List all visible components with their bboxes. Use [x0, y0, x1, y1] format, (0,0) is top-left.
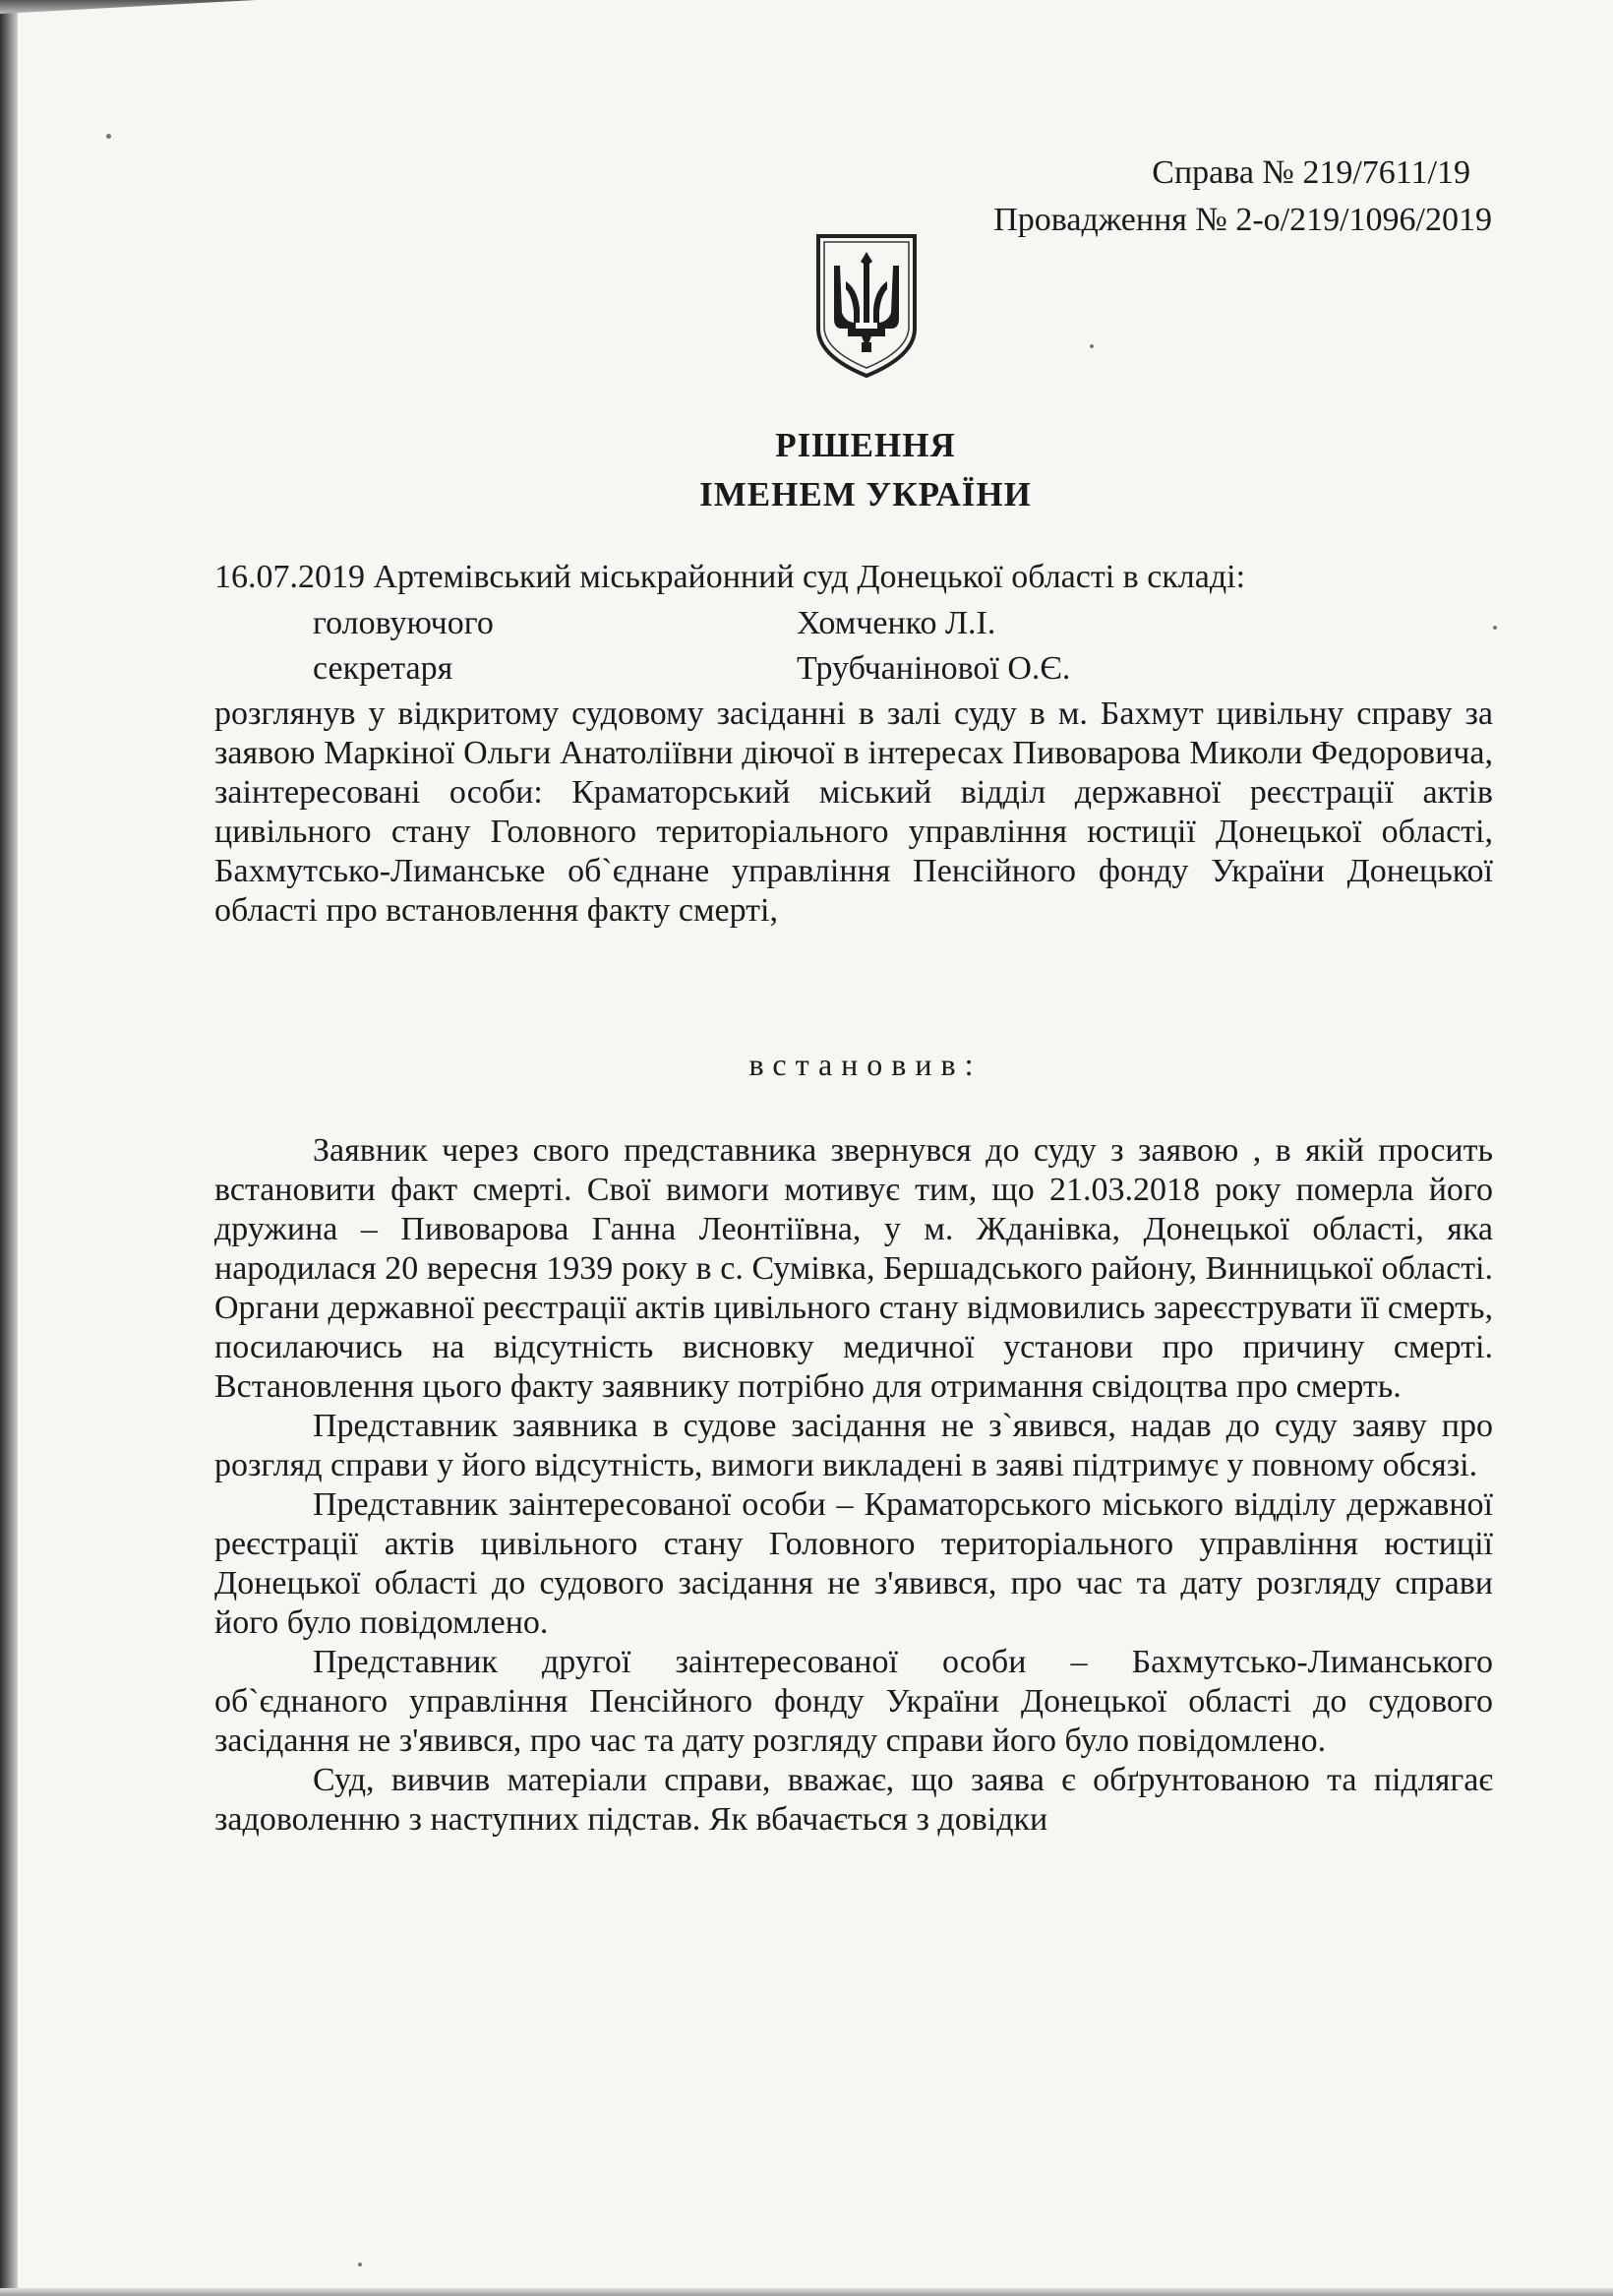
decision-body — [214, 1131, 1493, 1840]
scan-speck — [106, 134, 111, 139]
scan-speck — [1493, 626, 1497, 630]
case-reference — [993, 150, 1492, 244]
established-heading: встановив: — [748, 1047, 983, 1082]
paragraph-interested-party-pension-fund: Представник другої заінтересованої особи – Бахмутсько-Лиманського об`єднаного управління Пенсійного фонду України Донецької області до судового засідання не з'явився, про час та дату розгляду справи його було повідомлено. — [214, 1644, 1493, 1759]
composition-name: Трубчанінової О.Є. — [797, 650, 1071, 687]
case-description: розглянув у відкритому судовому засіданні в залі суду в м. Бахмут цивільну справу за заявою Маркіної Ольги Анатоліївни діючої в інтересах Пивоварова Миколи Федоровича, заінтересовані особи: Краматорський міський відділ державної реєстрації актів цивільного стану Головного територіального управління юстиції Донецької області, Бахмутсько-Лиманське об`єднане управління Пенсійного фонду України Донецької області про встановлення факту смерті, — [214, 695, 1493, 929]
case-description-block — [214, 695, 1493, 931]
composition-role: секретаря — [313, 650, 453, 687]
proceeding-number: Провадження № 2-о/219/1096/2019 — [993, 202, 1492, 238]
scan-edge-shadow — [0, 0, 18, 2296]
scan-speck — [358, 2263, 362, 2266]
scan-speck — [1090, 344, 1094, 348]
paragraph-applicant-representative: Представник заявника в судове засідання не з`явився, надав до суду заяву про розгляд справи у його відсутність, вимоги викладені в заяві підтримує у повному обсязі. — [214, 1408, 1493, 1483]
composition-row — [214, 649, 1493, 695]
court-composition — [214, 604, 1493, 695]
paragraph-applicant-claim: Заявник через свого представника звернувся до суду з заявою , в якій просить встановити факт смерті. Свої вимоги мотивує тим, що 21.03.2018 року померла його дружина – Пивоварова Ганна Леонтіївна, у м. Жданівка, Донецької області, яка народилася 20 вересня 1939 року в с. Сумівка, Бершадського району, Винницької області. Органи державної реєстрації актів цивільного стану відмовились зареєструвати її смерть, посилаючись на відсутність висновку медичної установи про причину смерті. Встановлення цього факту заявнику потрібно для отримання свідоцтва про смерть. — [214, 1132, 1493, 1405]
composition-role: головуючого — [313, 605, 494, 641]
composition-name: Хомченко Л.І. — [797, 605, 996, 641]
title-decision: РІШЕННЯ — [775, 426, 956, 464]
title-name-of-ukraine: ІМЕНЕМ УКРАЇНИ — [699, 475, 1032, 514]
scan-corner-shadow — [0, 0, 256, 14]
case-number: Справа № 219/7611/19 — [1152, 154, 1470, 191]
court-intro: 16.07.2019 Артемівський міськрайонний суд Донецької області в складі: — [214, 559, 1246, 595]
paragraph-interested-party-registry: Представник заінтересованої особи – Краматорського міського відділу державної реєстрації актів цивільного стану Головного територіального управління юстиції Донецької області до судового засідання не з'явився, про час та дату розгляду справи його було повідомлено. — [214, 1486, 1493, 1641]
scan-bottom-edge — [0, 2288, 1613, 2296]
document-title — [0, 421, 1613, 519]
tryzub-coat-of-arms-icon — [812, 232, 921, 378]
court-intro-block — [214, 558, 1493, 597]
composition-row — [214, 604, 1493, 649]
paragraph-court-reasoning: Суд, вивчив матеріали справи, вважає, що заява є обґрунтованою та підлягає задоволенню з наступних підстав. Як вбачається з довідки — [214, 1762, 1493, 1838]
